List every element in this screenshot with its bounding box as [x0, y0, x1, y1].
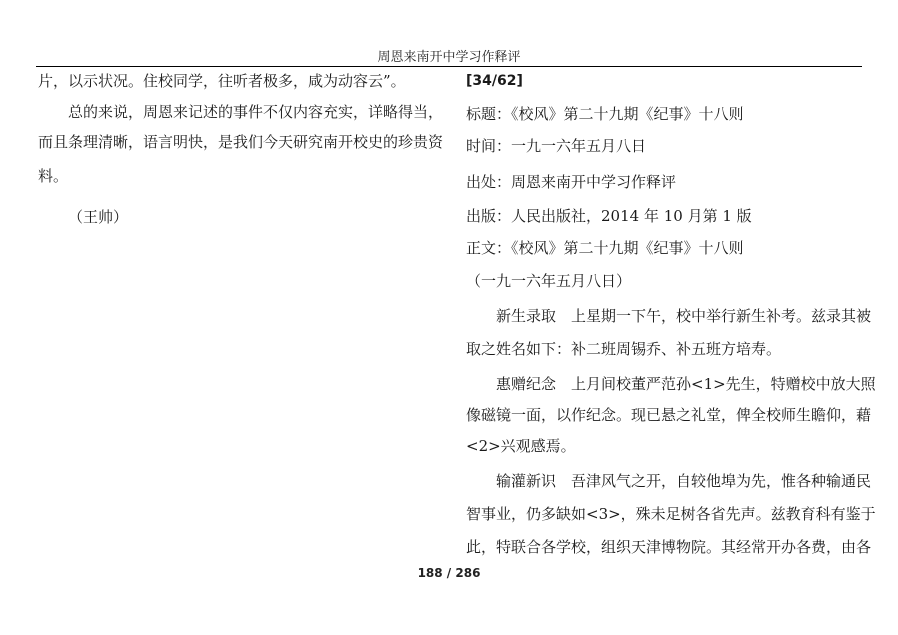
text-line: 料。	[38, 167, 69, 185]
text-line: 像磁镜一面，以作纪念。现已悬之礼堂，俾全校师生瞻仰，藉	[466, 406, 872, 424]
text-line: 新生录取 上星期一下午，校中举行新生补考。兹录其被	[496, 307, 872, 325]
meta-body-title: 正文：《校风》第二十九期《纪事》十八则	[466, 239, 744, 257]
text-line: 此，特联合各学校，组织天津博物院。其经常开办各费，由各	[466, 538, 872, 556]
text-line: 智事业，仍多缺如<3>，殊未足树各省先声。兹教育科有鉴于	[466, 505, 876, 523]
text-line: 输灌新识 吾津风气之开，自较他埠为先，惟各种输通民	[496, 472, 872, 490]
meta-date: 时间：一九一六年五月八日	[466, 137, 647, 155]
text-line: 而且条理清晰，语言明快，是我们今天研究南开校史的珍贵资	[38, 133, 444, 151]
page-indicator: 188 / 286	[417, 566, 481, 580]
running-header: 周恩来南开中学习作释评	[377, 50, 521, 65]
text-line: 惠赠纪念 上月间校董严范孙<1>先生，特赠校中放大照	[496, 375, 876, 393]
text-line: 片，以示状况。住校同学，往听者极多，咸为动容云”。	[38, 72, 406, 90]
text-line: 总的来说，周恩来记述的事件不仅内容充实，详略得当，	[68, 103, 444, 121]
meta-publisher: 出版：人民出版社，2014 年 10 月第 1 版	[466, 207, 752, 225]
author-signature: （王帅）	[68, 208, 129, 226]
body-date: （一九一六年五月八日）	[466, 272, 632, 290]
meta-title: 标题：《校风》第二十九期《纪事》十八则	[466, 105, 744, 123]
header-rule	[36, 66, 862, 67]
record-index: [34/62]	[466, 73, 523, 89]
meta-source: 出处：周恩来南开中学习作释评	[466, 173, 677, 191]
text-line: <2>兴观感焉。	[466, 437, 576, 455]
text-line: 取之姓名如下：补二班周锡乔、补五班方培寿。	[466, 340, 782, 358]
